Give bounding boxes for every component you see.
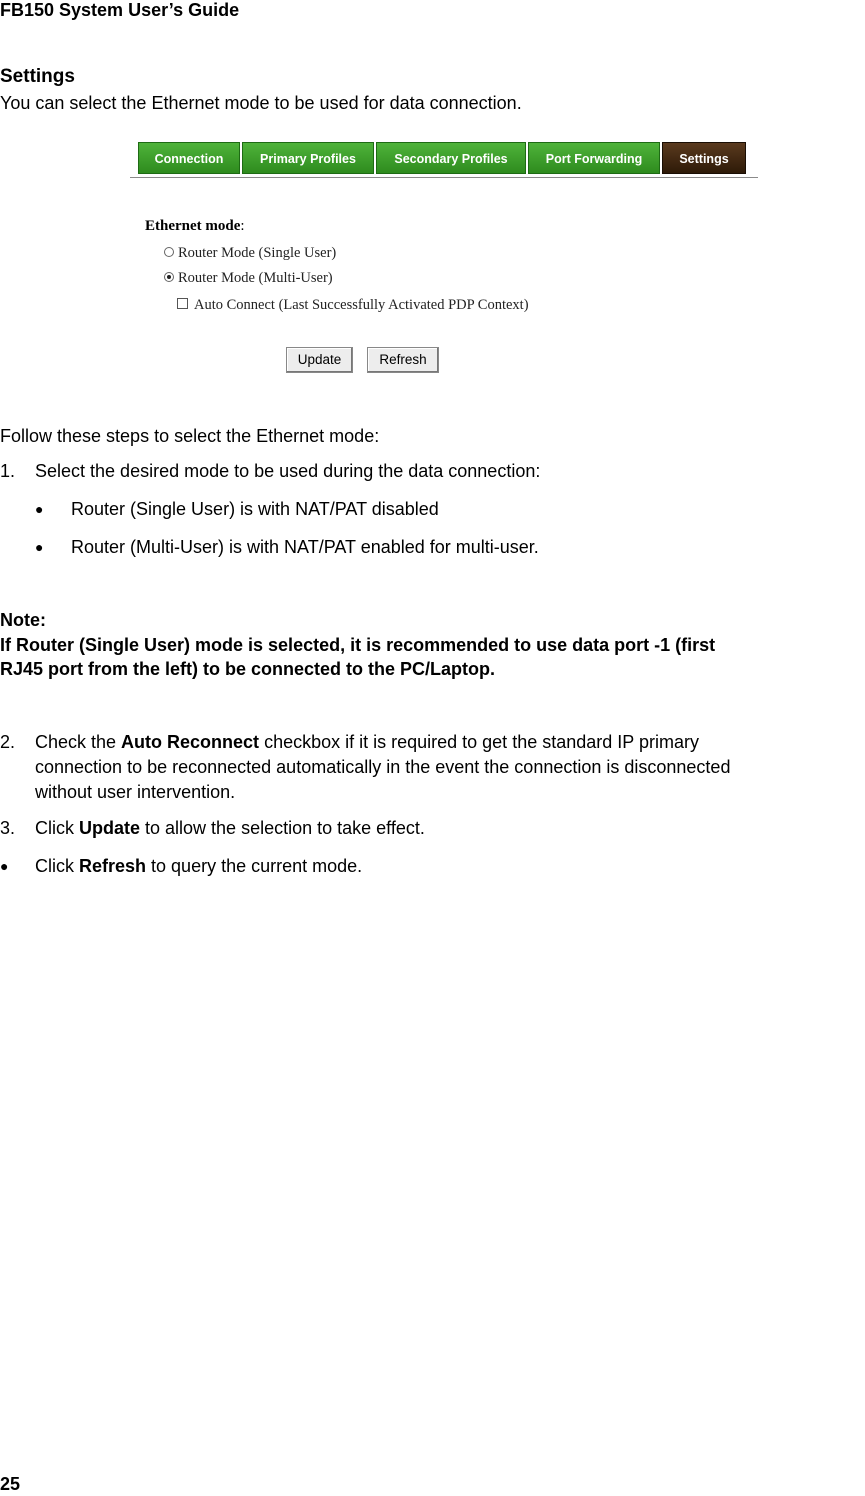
auto-connect-label: Auto Connect (Last Successfully Activated PDP Context): [194, 297, 529, 313]
bullet-icon: ●: [35, 539, 44, 555]
step-4-text: [35, 856, 362, 877]
section-title: Settings: [0, 66, 75, 87]
auto-connect-option[interactable]: [177, 297, 529, 314]
step-4-pre: Click: [35, 856, 79, 876]
step-3-number: 3.: [0, 818, 16, 838]
step-2-line-3: without user intervention.: [35, 782, 236, 802]
tab-bar: [130, 142, 758, 178]
step-4-bold: Refresh: [79, 856, 147, 876]
step-3-pre: Click: [35, 818, 79, 838]
step-4-post: to query the current mode.: [146, 856, 363, 876]
step-2-number: 2.: [0, 732, 16, 752]
bullet-icon: ●: [0, 858, 9, 874]
steps-lead: Follow these steps to select the Ethernet mode:: [0, 426, 380, 446]
step-2-pre: Check the: [35, 732, 122, 752]
radio-label-single-user: Router Mode (Single User): [178, 245, 337, 261]
note-line-1: If Router (Single User) mode is selected, it is recommended to use data port -1 (first: [0, 635, 716, 655]
step-3-text: [35, 818, 425, 839]
note-label: Note:: [0, 610, 46, 630]
tab-port-forwarding[interactable]: Port Forwarding: [528, 142, 660, 174]
step-3-bold: Update: [79, 818, 141, 838]
document-header-title: FB150 System User’s Guide: [0, 0, 240, 20]
ethernet-mode-label: [145, 218, 245, 235]
bullet-item: Router (Multi-User) is with NAT/PAT enabled for multi-user.: [71, 537, 539, 557]
radio-button-single-user[interactable]: [164, 247, 174, 257]
page-number: 25: [0, 1474, 21, 1494]
bullet-icon: ●: [35, 501, 44, 517]
section-intro: You can select the Ethernet mode to be used for data connection.: [0, 93, 522, 113]
step-2-line-1: [35, 732, 699, 753]
radio-option-multi-user[interactable]: [164, 270, 333, 287]
bullet-item: Router (Single User) is with NAT/PAT disabled: [71, 499, 439, 519]
tab-primary-profiles[interactable]: Primary Profiles: [242, 142, 374, 174]
step-2-line-2: connection to be reconnected automatically in the event the connection is disconnected: [35, 757, 731, 777]
radio-button-multi-user[interactable]: [164, 272, 174, 282]
ethernet-mode-label-text: Ethernet mode: [145, 218, 241, 234]
update-button[interactable]: Update: [286, 347, 353, 373]
tab-secondary-profiles[interactable]: Secondary Profiles: [376, 142, 526, 174]
auto-connect-checkbox[interactable]: [177, 298, 188, 309]
radio-option-single-user[interactable]: [164, 245, 336, 262]
tab-connection[interactable]: Connection: [138, 142, 240, 174]
note-line-2: RJ45 port from the left) to be connected to the PC/Laptop.: [0, 659, 496, 679]
ethernet-mode-colon: :: [240, 218, 245, 234]
step-2-post: checkbox if it is required to get the standard IP primary: [259, 732, 699, 752]
step-1-number: 1.: [0, 461, 16, 481]
step-1-text: Select the desired mode to be used during the data connection:: [35, 461, 541, 481]
step-2-bold: Auto Reconnect: [121, 732, 260, 752]
tab-settings[interactable]: Settings: [662, 142, 746, 174]
refresh-button[interactable]: Refresh: [367, 347, 439, 373]
radio-label-multi-user: Router Mode (Multi-User): [178, 270, 333, 286]
step-3-post: to allow the selection to take effect.: [140, 818, 425, 838]
